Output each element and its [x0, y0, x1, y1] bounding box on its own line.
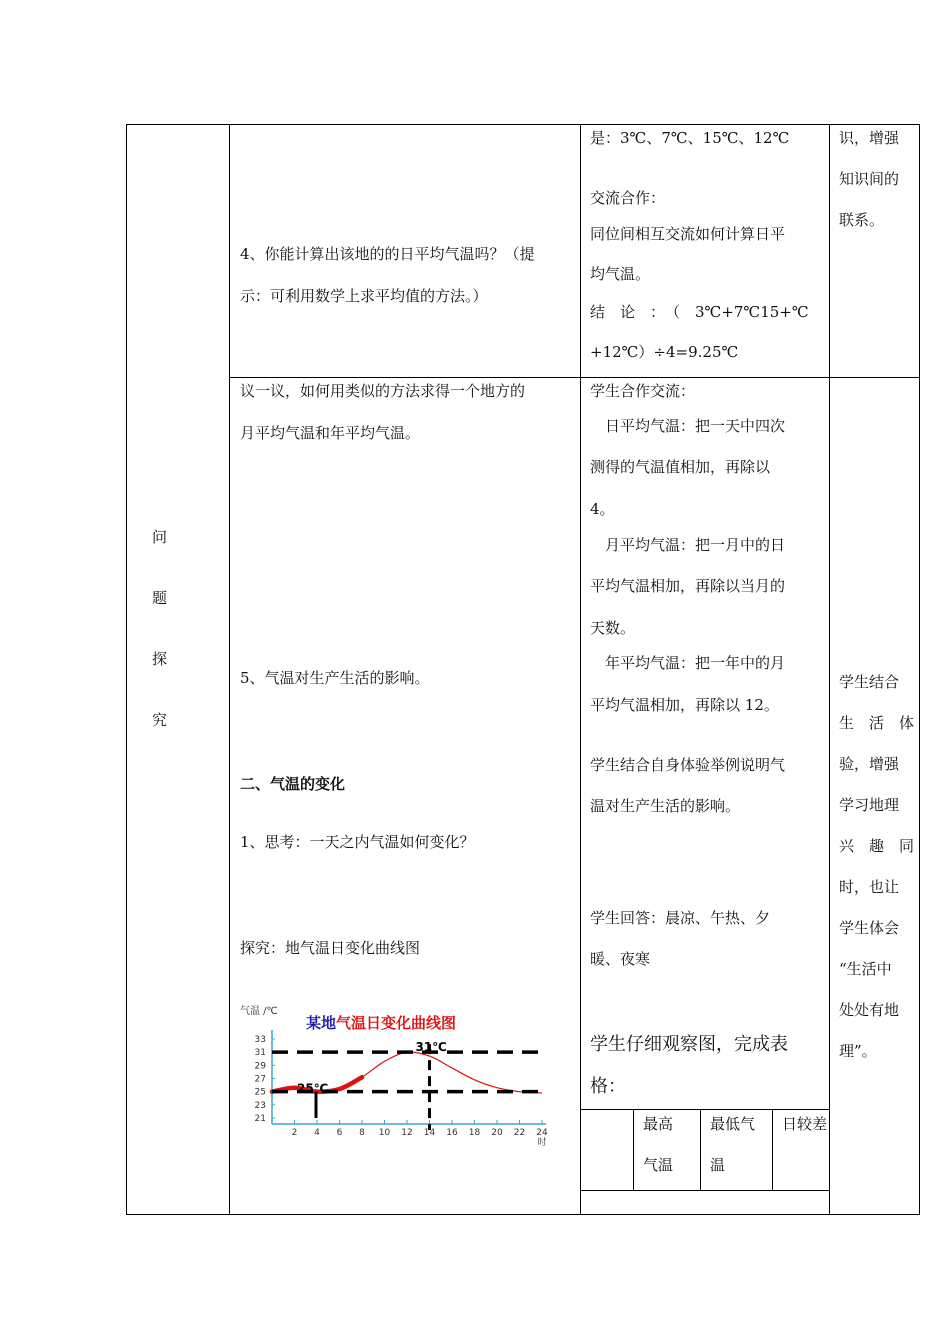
daily-avg-line: 测得的气温值相加，再除以 [590, 458, 771, 476]
col-divider-3 [829, 124, 830, 1215]
side-label-char: 题 [152, 589, 168, 607]
x-tick-label: 4 [314, 1128, 320, 1138]
answer-line: 暖、夜寒 [590, 950, 651, 968]
intent-line: 验，增强 [839, 755, 900, 773]
inner-table-col [633, 1109, 634, 1191]
side-label-char: 究 [152, 711, 168, 729]
x-tick-label: 8 [359, 1128, 365, 1138]
x-tick-label: 10 [378, 1128, 391, 1138]
y-axis-label: 气温 /℃ [240, 1006, 278, 1017]
side-label-char: 探 [152, 650, 168, 668]
temperature-chart [234, 998, 574, 1150]
header-max-temp: 气温 [643, 1156, 674, 1174]
y-tick-label: 21 [254, 1114, 266, 1124]
think-question-1: 1、思考：一天之内气温如何变化？ [240, 833, 475, 851]
inner-table-bottom [580, 1190, 830, 1191]
chart-title [306, 1014, 456, 1032]
answer-line: 学生回答：晨凉、午热、夕 [590, 909, 771, 927]
life-impact-line: 学生结合自身体验举例说明气 [590, 756, 786, 774]
teacher-discuss-line2: 月平均气温和年平均气温。 [240, 424, 421, 442]
yearly-avg-line: 平均气温相加，再除以 12。 [590, 696, 779, 714]
max-temp-label: 31℃ [415, 1040, 447, 1055]
daily-avg-line: 4。 [590, 500, 615, 518]
student-intro: 学生合作交流： [590, 382, 696, 400]
section-title: 二、气温的变化 [240, 775, 346, 793]
teacher-discuss-line1: 议一议，如何用类似的方法求得一个地方的 [240, 382, 526, 400]
x-tick-label: 22 [513, 1128, 526, 1138]
header-min-temp: 最低气 [710, 1115, 756, 1133]
student-text-line: 均气温。 [590, 265, 651, 283]
x-tick-label: 24 [536, 1128, 548, 1138]
y-tick-label: 31 [254, 1048, 266, 1059]
life-impact-line: 温对生产生活的影响。 [590, 797, 741, 815]
intent-line: 识，增强 [839, 129, 900, 147]
y-tick-label: 27 [254, 1074, 266, 1085]
col-divider-1 [229, 124, 230, 1215]
x-tick-label: 14 [423, 1128, 436, 1138]
teacher-question-4-line2: 示：可利用数学上求平均值的方法。） [240, 287, 488, 305]
x-tick-label: 20 [491, 1128, 503, 1138]
intent-line: 知识间的 [839, 170, 900, 188]
header-min-temp: 温 [710, 1156, 726, 1174]
x-tick-label: 18 [468, 1128, 481, 1138]
student-text-line: 交流合作： [590, 189, 666, 207]
table-border-right [919, 124, 920, 1215]
x-tick-label: 6 [336, 1128, 343, 1138]
y-tick-label: 29 [254, 1061, 266, 1072]
inner-table-col [772, 1109, 773, 1191]
monthly-avg-line: 天数。 [590, 619, 636, 637]
y-tick-label: 33 [254, 1035, 266, 1045]
temperature-chart-svg [234, 998, 574, 1150]
monthly-avg-line: 月平均气温：把一月中的日 [590, 536, 786, 554]
observe-line: 学生仔细观察图，完成表 [590, 1034, 788, 1055]
intent-line: 处处有地 [839, 1001, 900, 1019]
inner-table-col [700, 1109, 701, 1191]
header-daily-range: 日较差 [782, 1115, 828, 1133]
x-axis-label: 时 [537, 1138, 547, 1148]
table-border-bottom [126, 1214, 920, 1215]
col-divider-2 [580, 124, 581, 1215]
x-tick-label: 12 [401, 1128, 413, 1138]
teacher-question-5: 5、气温对生产生活的影响。 [240, 669, 430, 687]
table-border-left [126, 124, 127, 1215]
student-text-line: 结 论 ： （ 3℃+7℃15+℃ [590, 303, 809, 321]
explore-label: 探究：地气温日变化曲线图 [240, 939, 421, 957]
side-label-char: 问 [152, 528, 168, 546]
y-tick-label: 23 [254, 1100, 266, 1111]
teacher-question-4-line1: 4、你能计算出该地的的日平均气温吗？（提 [240, 245, 535, 263]
intent-line: 时，也让 [839, 878, 900, 896]
x-tick-label: 16 [446, 1128, 458, 1138]
min-temp-label: 25℃ [297, 1081, 329, 1096]
intent-line: 学生体会 [839, 919, 900, 937]
yearly-avg-line: 年平均气温：把一年中的月 [590, 654, 786, 672]
x-tick-label: 2 [291, 1128, 298, 1138]
y-tick-label: 25 [254, 1087, 266, 1098]
monthly-avg-line: 平均气温相加，再除以当月的 [590, 577, 786, 595]
intent-line: 生 活 体 [839, 714, 915, 732]
intent-line: 联系。 [839, 211, 885, 229]
table-border-top [126, 124, 920, 125]
intent-line: 理”。 [839, 1042, 877, 1060]
intent-line: 学习地理 [839, 796, 900, 814]
header-max-temp: 最高 [643, 1115, 674, 1133]
intent-line: “生活中 [839, 960, 892, 978]
chart-title-part2: 气温日变化曲线图 [336, 1014, 457, 1032]
intent-line: 兴 趣 同 [839, 837, 915, 855]
student-text-line: 同位间相互交流如何计算日平 [590, 225, 786, 243]
daily-avg-line: 日平均气温：把一天中四次 [590, 417, 786, 435]
intent-line: 学生结合 [839, 673, 900, 691]
student-text-line: 是：3℃、7℃、15℃、12℃ [590, 129, 790, 147]
chart-title-part1: 某地 [306, 1014, 337, 1032]
student-text-line: +12℃）÷4=9.25℃ [590, 343, 739, 361]
observe-line: 格： [590, 1076, 626, 1097]
